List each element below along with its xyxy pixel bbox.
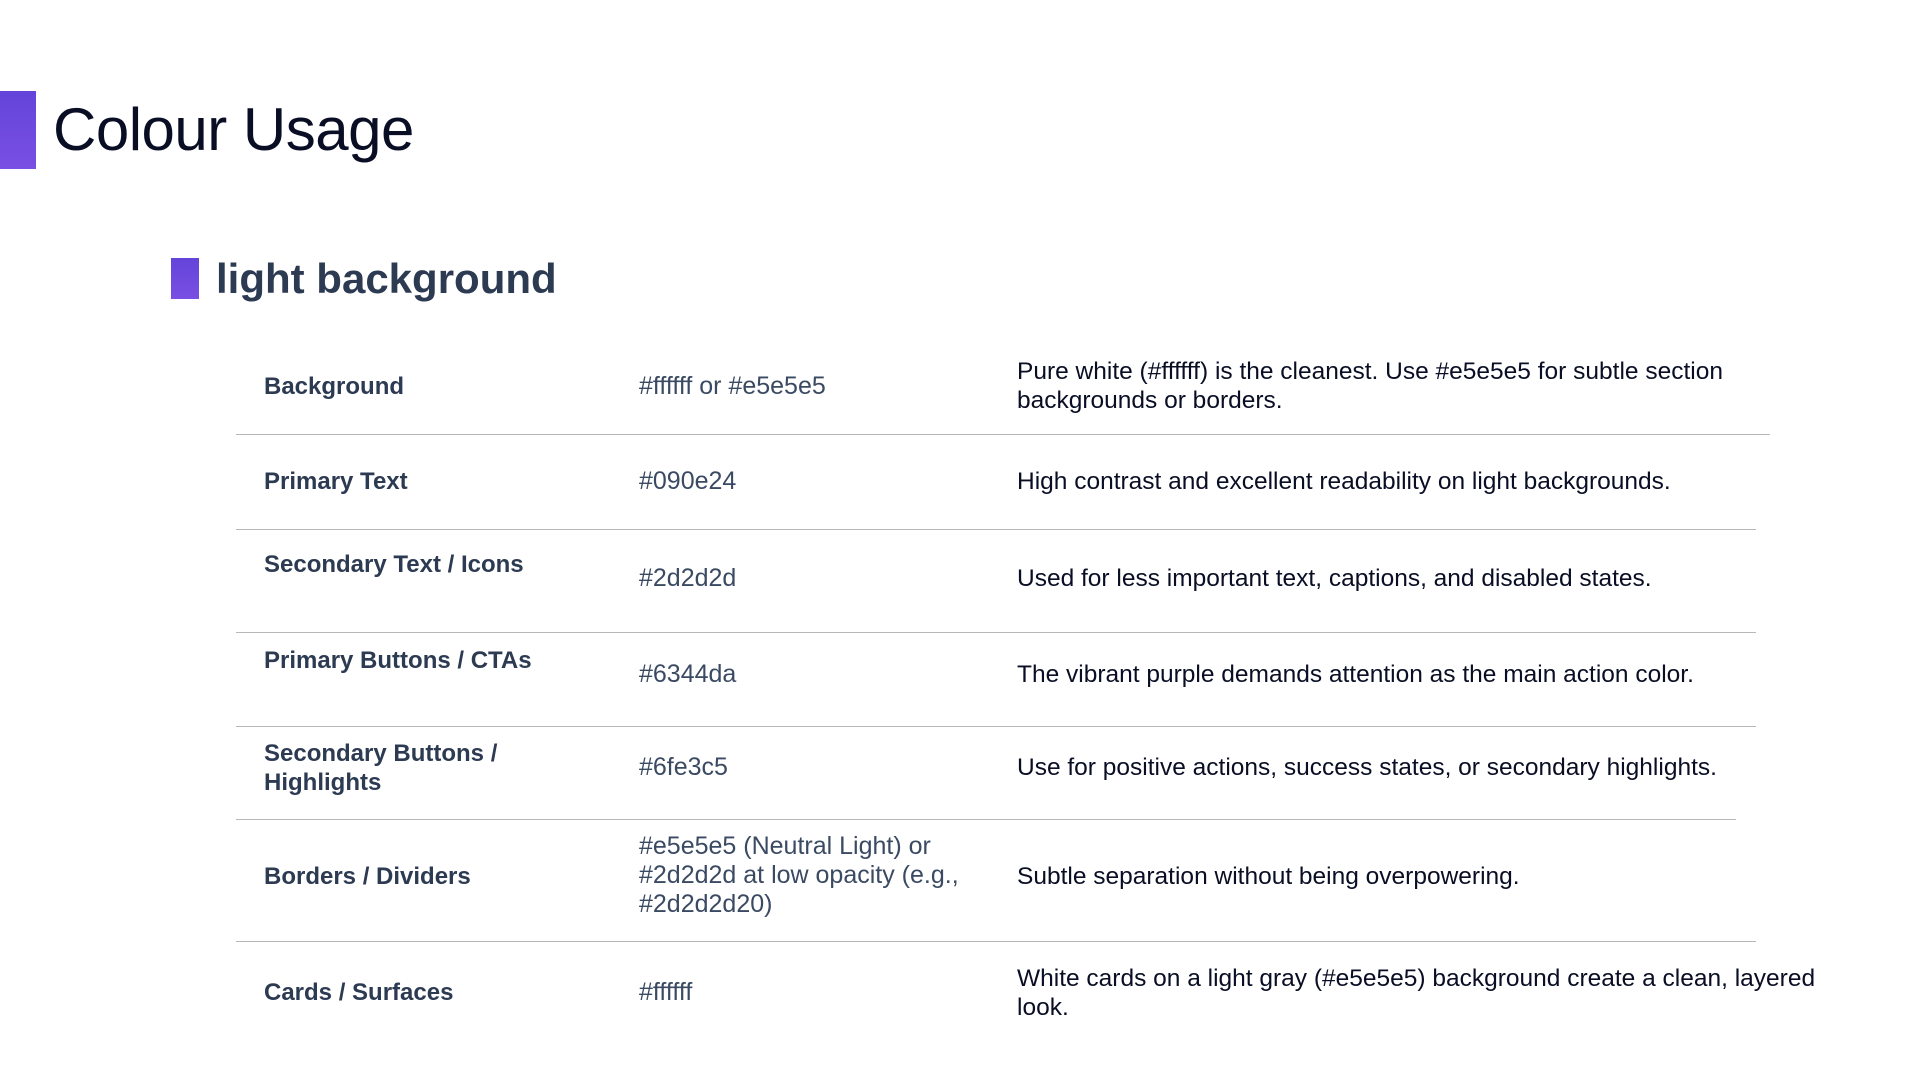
row-hex: #6fe3c5: [639, 753, 728, 781]
row-hex: #6344da: [639, 660, 737, 688]
table-row: [236, 530, 1826, 633]
table-row: [236, 820, 1826, 942]
table-row: [236, 340, 1826, 435]
row-hex: #ffffff: [639, 978, 693, 1006]
section-accent-marker: [171, 258, 199, 299]
row-name: Primary Buttons / CTAs: [264, 647, 532, 674]
row-name: Secondary Text / Icons: [264, 551, 524, 578]
row-name: Cards / Surfaces: [264, 979, 454, 1006]
row-name: Background: [264, 373, 405, 400]
section-title: light background: [216, 255, 557, 302]
row-name: Secondary Buttons / Highlights: [264, 740, 498, 796]
row-description: White cards on a light gray (#e5e5e5) background create a clean, layered look.: [1017, 965, 1816, 1021]
row-description: Used for less important text, captions, and disabled states.: [1017, 565, 1652, 592]
row-name: Borders / Dividers: [264, 863, 471, 890]
row-description: Use for positive actions, success states, or secondary highlights.: [1017, 754, 1717, 781]
page-title: Colour Usage: [53, 96, 414, 163]
row-name: Primary Text: [264, 468, 408, 495]
table-row: [236, 727, 1826, 820]
table-row: [236, 942, 1826, 1052]
row-hex: #090e24: [639, 467, 737, 495]
row-hex: #ffffff or #e5e5e5: [639, 372, 826, 400]
row-description: The vibrant purple demands attention as the main action color.: [1017, 661, 1694, 688]
row-description: Subtle separation without being overpowering.: [1017, 863, 1520, 890]
row-hex: #2d2d2d: [639, 564, 737, 592]
row-description: Pure white (#ffffff) is the cleanest. Use #e5e5e5 for subtle section backgrounds or borders.: [1017, 358, 1723, 414]
row-description: High contrast and excellent readability on light backgrounds.: [1017, 468, 1671, 495]
title-accent-bar: [0, 91, 36, 169]
table-row: [236, 633, 1826, 727]
table-row: [236, 435, 1826, 530]
row-hex: #e5e5e5 (Neutral Light) or #2d2d2d at low opacity (e.g., #2d2d2d20): [639, 832, 959, 918]
